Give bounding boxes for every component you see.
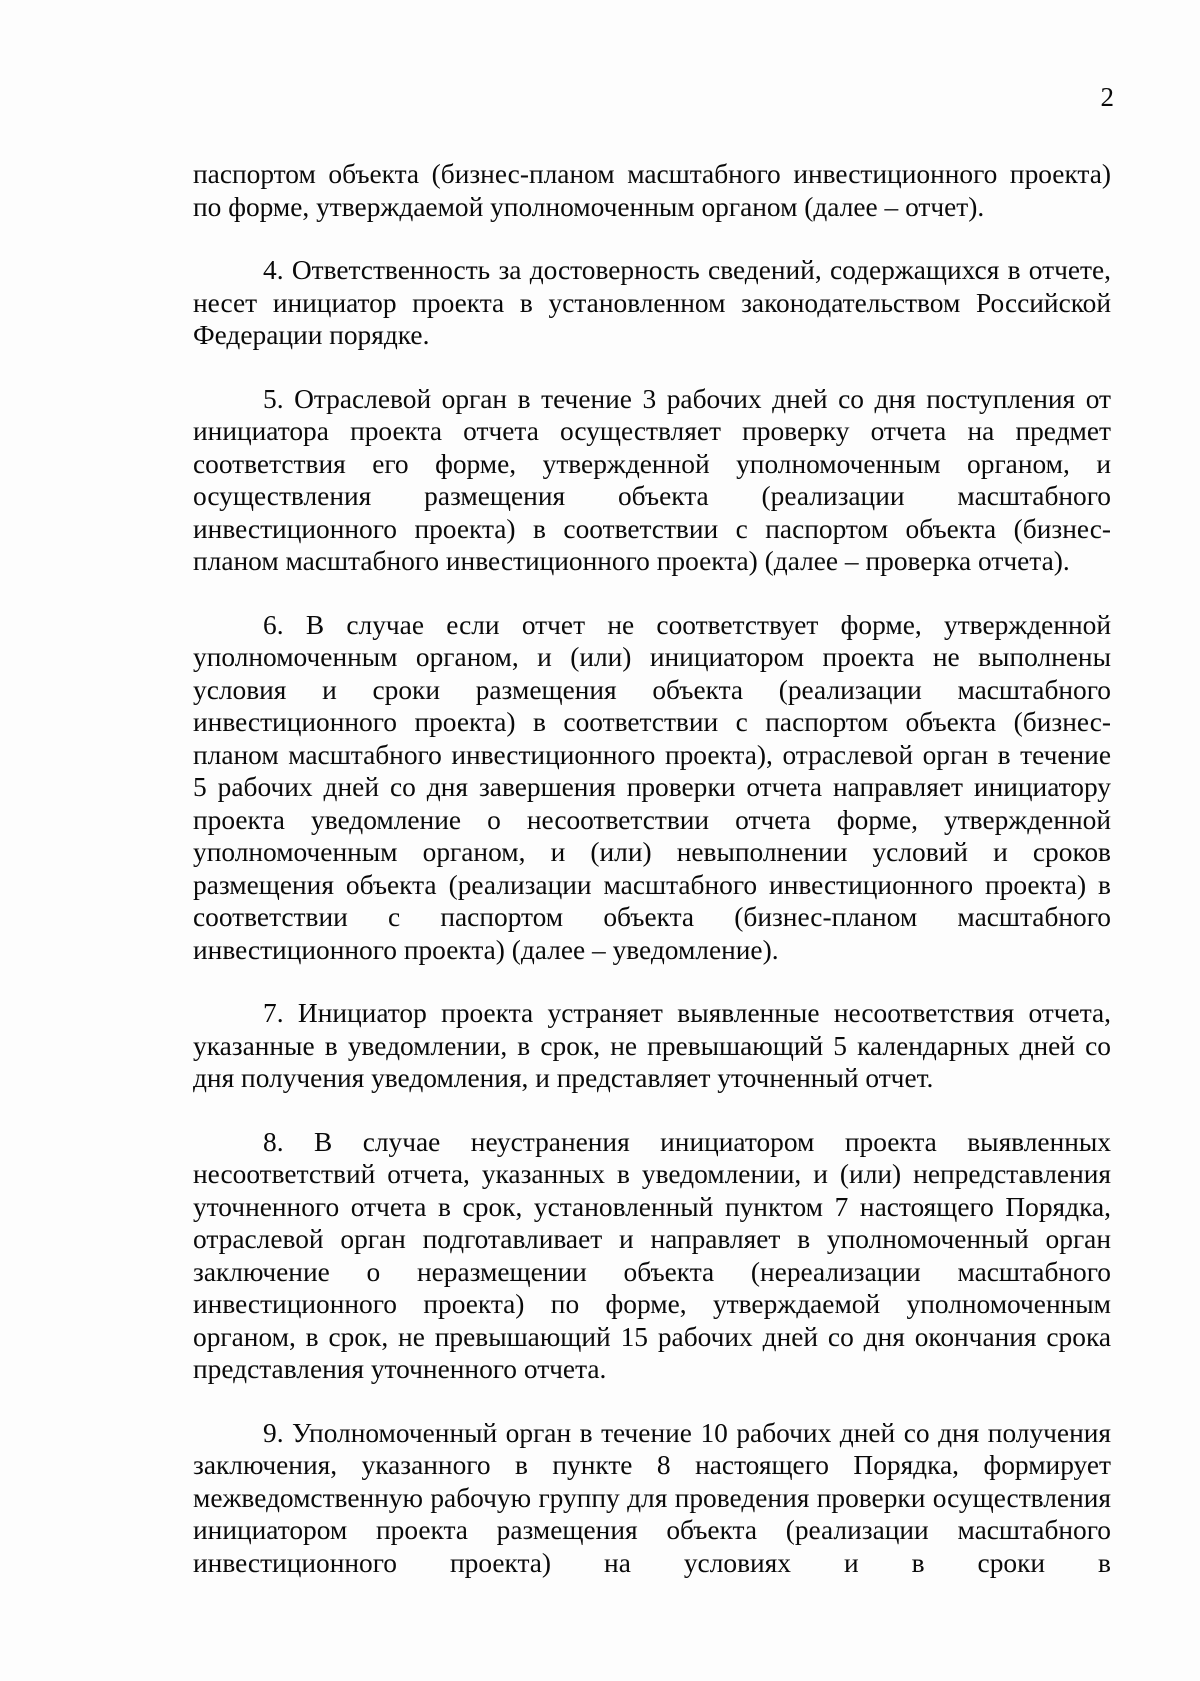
clause-6: 6. В случае если отчет не соответствует форме, утвержденной уполномоченным органом, и (или) инициатором проекта не выполнены условия и сроки размещения объекта (реализации масштабного инвестиционного проекта) в соответствии с паспортом объекта (бизнес-планом масштабного инвестиционного проекта), отраслевой орган в течение 5 рабочих дней со дня завершения проверки отчета направляет инициатору проекта уведомление о несоответствии отчета форме, утвержденной уполномоченным органом, и (или) невыполнении условий и сроков размещения объекта (реализации масштабного инвестиционного проекта) в соответствии с паспортом объекта (бизнес-планом масштабного инвестиционного проекта) (далее – уведомление). [193, 609, 1111, 965]
continuation-paragraph: паспортом объекта (бизнес-планом масштабного инвестиционного проекта) по форме, утверждаемой уполномоченным органом (далее – отчет). [193, 159, 1111, 222]
clause-9: 9. Уполномоченный орган в течение 10 рабочих дней со дня получения заключения, указанного в пункте 8 настоящего Порядка, формирует межведомственную рабочую группу для проведения проверки осуществления инициатором проекта размещения объекта (реализации масштабного инвестиционного проекта) на условиях и в сроки в [193, 1417, 1111, 1578]
clause-5: 5. Отраслевой орган в течение 3 рабочих дней со дня поступления от инициатора проекта отчета осуществляет проверку отчета на предмет соответствия его форме, утвержденной уполномоченным органом, и осуществления размещения объекта (реализации масштабного инвестиционного проекта) в соответствии с паспортом объекта (бизнес-планом масштабного инвестиционного проекта) (далее – проверка отчета). [193, 383, 1111, 576]
page-number: 2 [1100, 82, 1114, 112]
clause-8: 8. В случае неустранения инициатором проекта выявленных несоответствий отчета, указанных в уведомлении, и (или) непредставления уточненного отчета в срок, установленный пунктом 7 настоящего Порядка, отраслевой орган подготавливает и направляет в уполномоченный орган заключение о неразмещении объекта (нереализации масштабного инвестиционного проекта) по форме, утверждаемой уполномоченным органом, в срок, не превышающий 15 рабочих дней со дня окончания срока представления уточненного отчета. [193, 1126, 1111, 1384]
document-body [193, 158, 1111, 1579]
clause-4: 4. Ответственность за достоверность сведений, содержащихся в отчете, несет инициатор проекта в установленном законодательством Российской Федерации порядке. [193, 255, 1111, 350]
clause-7: 7. Инициатор проекта устраняет выявленные несоответствия отчета, указанные в уведомлении, в срок, не превышающий 5 календарных дней со дня получения уведомления, и представляет уточненный отчет. [193, 998, 1111, 1093]
